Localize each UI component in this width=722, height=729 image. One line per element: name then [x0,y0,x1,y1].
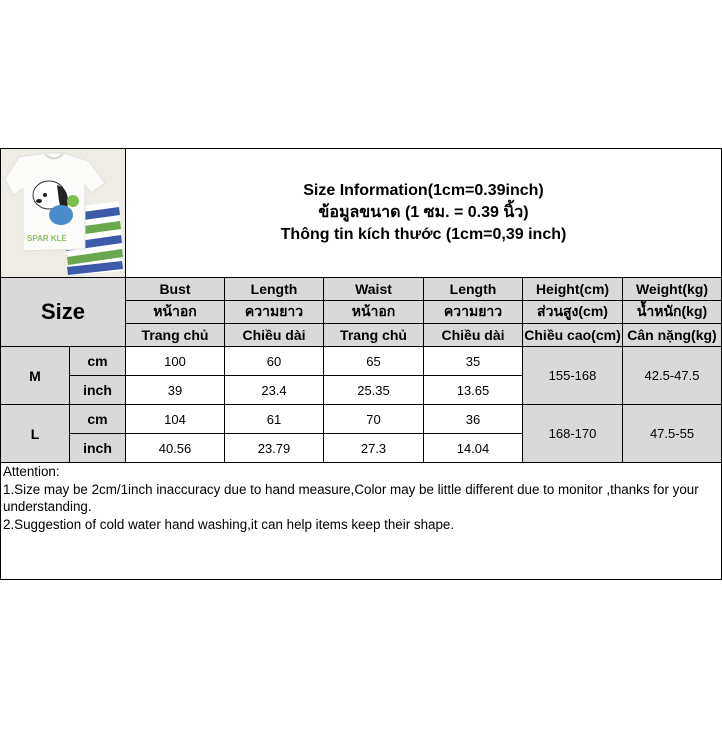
col-height-vi: Chiều cao(cm) [522,323,623,347]
title-vi: Thông tin kích thước (1cm=0,39 inch) [280,226,567,243]
col-bust-en: Bust [125,277,225,301]
size-l-cm-unit: cm [69,404,126,434]
size-l-inch-unit: inch [69,433,126,463]
col-bust-th: หน้าอก [125,300,225,324]
col-length2-th: ความยาว [423,300,523,324]
size-m-label: M [0,346,70,405]
col-weight-th: น้ำหนัก(kg) [622,300,722,324]
l-waist-inch: 27.3 [323,433,424,463]
attention-notes [0,462,722,580]
l-height: 168-170 [522,404,623,463]
product-illustration [1,149,125,277]
size-info-title [125,148,722,278]
m-height: 155-168 [522,346,623,405]
col-waist-th: หน้าอก [323,300,424,324]
col-bust-vi: Trang chủ [125,323,225,347]
l-weight: 47.5-55 [622,404,722,463]
col-weight-vi: Cân nặng(kg) [622,323,722,347]
product-photo [0,148,126,278]
col-waist-en: Waist [323,277,424,301]
size-m-inch-unit: inch [69,375,126,405]
title-en: Size Information(1cm=0.39inch) [303,182,544,199]
l-bust-inch: 40.56 [125,433,225,463]
size-l-label: L [0,404,70,463]
shirt-print-text: SPAR KLE [27,234,67,243]
col-length-th: ความยาว [224,300,324,324]
attention-line-1: 1.Size may be 2cm/1inch inaccuracy due to hand measure,Color may be little different due to monitor ,thanks for your understanding. [3,481,699,514]
m-length-inch: 23.4 [224,375,324,405]
l-length-cm: 61 [224,404,324,434]
size-chart [0,148,722,580]
l-length2-cm: 36 [423,404,523,434]
m-length2-cm: 35 [423,346,523,376]
size-m-cm-unit: cm [69,346,126,376]
l-length-inch: 23.79 [224,433,324,463]
m-bust-cm: 100 [125,346,225,376]
col-waist-vi: Trang chủ [323,323,424,347]
col-length2-en: Length [423,277,523,301]
attention-line-2: 2.Suggestion of cold water hand washing,it can help items keep their shape. [3,516,455,532]
col-height-th: ส่วนสูง(cm) [522,300,623,324]
m-length2-inch: 13.65 [423,375,523,405]
m-bust-inch: 39 [125,375,225,405]
l-length2-inch: 14.04 [423,433,523,463]
col-length2-vi: Chiều dài [423,323,523,347]
attention-heading: Attention: [3,464,60,479]
m-waist-cm: 65 [323,346,424,376]
col-length-vi: Chiều dài [224,323,324,347]
col-weight-en: Weight(kg) [622,277,722,301]
l-bust-cm: 104 [125,404,225,434]
m-weight: 42.5-47.5 [622,346,722,405]
l-waist-cm: 70 [323,404,424,434]
m-waist-inch: 25.35 [323,375,424,405]
size-column-label: Size [0,277,126,347]
col-height-en: Height(cm) [522,277,623,301]
col-length-en: Length [224,277,324,301]
title-th: ข้อมูลขนาด (1 ซม. = 0.39 นิ้ว) [318,204,529,221]
m-length-cm: 60 [224,346,324,376]
